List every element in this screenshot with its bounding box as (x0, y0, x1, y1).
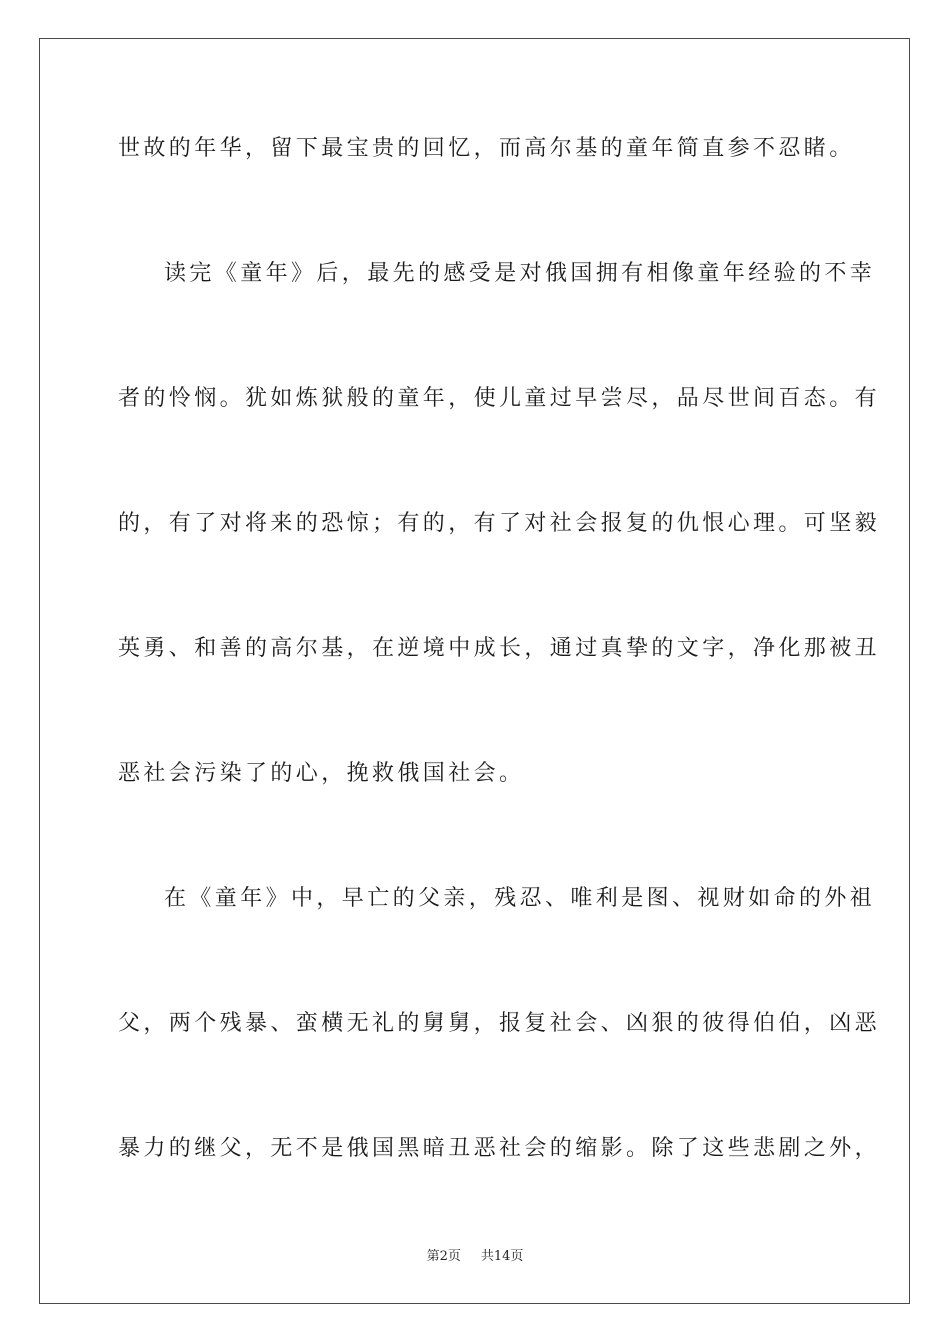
page-border (39, 38, 910, 1304)
body-line-4: 的，有了对将来的恐惊；有的，有了对社会报复的仇恨心理。可坚毅 (118, 511, 881, 536)
page-total: 共14页 (480, 1249, 524, 1264)
body-line-5: 英勇、和善的高尔基，在逆境中成长，通过真挚的文字，净化那被丑 (118, 636, 881, 661)
body-line-6: 恶社会污染了的心，挽救俄国社会。 (118, 761, 525, 786)
body-line-1: 世故的年华，留下最宝贵的回忆，而高尔基的童年简直参不忍睹。 (118, 136, 855, 161)
body-line-7: 在《童年》中，早亡的父亲，残忍、唯利是图、视财如命的外祖 (164, 886, 876, 911)
body-line-2: 读完《童年》后，最先的感受是对俄国拥有相像童年经验的不幸 (164, 261, 876, 286)
body-line-9: 暴力的继父，无不是俄国黑暗丑恶社会的缩影。除了这些悲剧之外， (118, 1136, 881, 1161)
page-number: 第2页 (426, 1249, 461, 1264)
body-line-3: 者的怜悯。犹如炼狱般的童年，使儿童过早尝尽，品尽世间百态。有 (118, 386, 881, 411)
body-line-8: 父，两个残暴、蛮横无礼的舅舅，报复社会、凶狠的彼得伯伯，凶恶 (118, 1011, 881, 1036)
page-footer (0, 1248, 950, 1266)
